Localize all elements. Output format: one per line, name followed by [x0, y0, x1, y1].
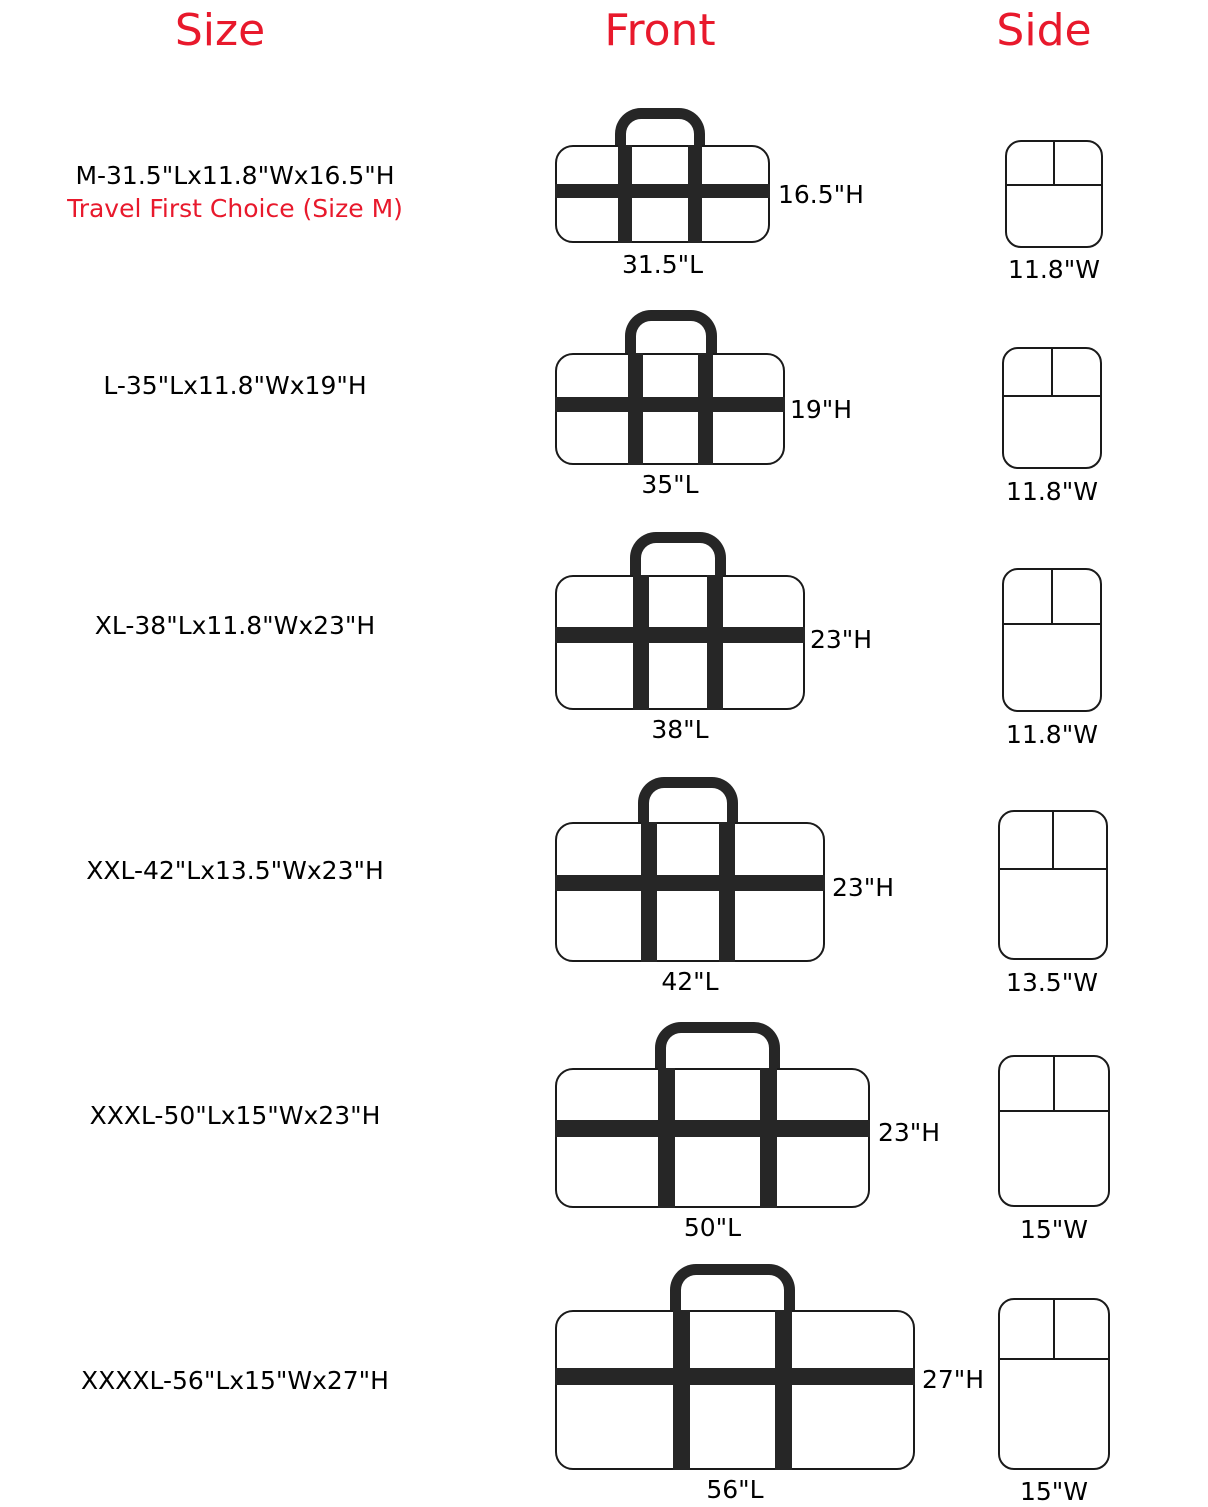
- size-row: [0, 70, 1208, 285]
- side-view: [950, 1000, 1208, 1250]
- bag-handle-icon: [625, 310, 717, 358]
- side-divider-vertical: [1051, 568, 1053, 623]
- size-label: XL-38"Lx11.8"Wx23"H: [94, 611, 376, 640]
- bag-handle-icon: [630, 532, 726, 580]
- size-label: XXL-42"Lx13.5"Wx23"H: [86, 856, 384, 885]
- side-divider-horizontal: [998, 1110, 1110, 1112]
- size-row: [0, 755, 1208, 1000]
- front-view: [470, 1000, 950, 1250]
- size-row: [0, 510, 1208, 755]
- bag-strap-horizontal: [555, 184, 770, 198]
- bag-strap-vertical-left: [658, 1068, 675, 1208]
- side-divider-horizontal: [998, 1358, 1110, 1360]
- bag-strap-vertical-left: [628, 353, 643, 465]
- bag-strap-vertical-right: [698, 353, 713, 465]
- bag-body-icon: [555, 822, 825, 962]
- bag-strap-horizontal: [555, 1120, 870, 1137]
- side-divider-vertical: [1053, 1055, 1055, 1110]
- bag-strap-horizontal: [555, 627, 805, 643]
- side-view: [950, 70, 1208, 285]
- side-width-label: 11.8"W: [1006, 720, 1098, 749]
- side-divider-vertical: [1053, 1298, 1055, 1358]
- front-view: [470, 755, 950, 1000]
- size-description: [0, 1100, 470, 1132]
- bag-strap-vertical-left: [633, 575, 649, 710]
- bag-strap-vertical-left: [641, 822, 657, 962]
- bag-strap-vertical-right: [760, 1068, 777, 1208]
- size-label: XXXXL-56"Lx15"Wx27"H: [81, 1366, 389, 1395]
- front-height-label: 27"H: [922, 1365, 985, 1394]
- size-description: [0, 160, 470, 226]
- side-divider-vertical: [1052, 810, 1054, 868]
- header-size-label: Size: [174, 5, 266, 56]
- front-height-label: 23"H: [810, 625, 873, 654]
- bag-strap-horizontal: [555, 1368, 915, 1385]
- size-description: [0, 1365, 470, 1397]
- bag-handle-icon: [638, 777, 738, 827]
- bag-strap-vertical-left: [673, 1310, 690, 1470]
- front-length-label: 38"L: [651, 715, 709, 744]
- size-description: [0, 370, 470, 402]
- side-divider-vertical: [1051, 347, 1053, 395]
- front-view: [470, 1250, 985, 1504]
- bag-body-icon: [555, 1068, 870, 1208]
- size-description: [0, 610, 470, 642]
- front-length-label: 31.5"L: [621, 250, 704, 279]
- side-width-label: 11.8"W: [1008, 255, 1100, 284]
- side-divider-horizontal: [1002, 623, 1102, 625]
- bag-handle-icon: [670, 1264, 795, 1314]
- side-view: [950, 755, 1208, 1000]
- front-height-label: 23"H: [832, 873, 895, 902]
- front-height-label: 23"H: [878, 1118, 941, 1147]
- table-header: [0, 0, 1208, 70]
- side-divider-horizontal: [998, 868, 1108, 870]
- size-label: M-31.5"Lx11.8"Wx16.5"H: [75, 161, 395, 190]
- size-label: XXXL-50"Lx15"Wx23"H: [89, 1101, 381, 1130]
- bag-strap-vertical-right: [707, 575, 723, 710]
- bag-strap-horizontal: [555, 875, 825, 891]
- front-view: [470, 510, 950, 755]
- bag-handle-icon: [655, 1022, 780, 1072]
- front-length-label: 56"L: [706, 1475, 764, 1504]
- front-view: [470, 285, 950, 510]
- size-label: L-35"Lx11.8"Wx19"H: [103, 371, 367, 400]
- size-row: [0, 1250, 1208, 1506]
- side-width-label: 15"W: [1019, 1477, 1089, 1506]
- bag-strap-vertical-right: [719, 822, 735, 962]
- bag-strap-horizontal: [555, 397, 785, 412]
- header-side-label: Side: [996, 5, 1092, 56]
- front-length-label: 42"L: [661, 967, 719, 996]
- front-height-label: 19"H: [790, 395, 853, 424]
- front-view: [470, 70, 950, 285]
- side-view: [950, 1250, 1208, 1506]
- front-height-label: 16.5"H: [778, 180, 864, 209]
- side-width-label: 13.5"W: [1006, 968, 1098, 997]
- side-view: [950, 285, 1208, 510]
- size-description: [0, 855, 470, 887]
- side-view: [950, 510, 1208, 755]
- bag-body-icon: [555, 1310, 915, 1470]
- bag-strap-vertical-right: [688, 145, 702, 243]
- bag-strap-vertical-left: [618, 145, 632, 243]
- size-note: Travel First Choice (Size M): [67, 194, 403, 223]
- side-width-label: 11.8"W: [1006, 477, 1098, 506]
- header-front-label: Front: [604, 5, 716, 56]
- side-width-label: 15"W: [1019, 1215, 1089, 1244]
- front-length-label: 50"L: [683, 1213, 742, 1242]
- size-row: [0, 1000, 1208, 1250]
- side-divider-horizontal: [1002, 395, 1102, 397]
- bag-strap-vertical-right: [775, 1310, 792, 1470]
- side-divider-vertical: [1053, 140, 1055, 184]
- bag-handle-icon: [615, 108, 705, 150]
- size-row: [0, 285, 1208, 510]
- front-length-label: 35"L: [641, 470, 699, 499]
- side-divider-horizontal: [1005, 184, 1103, 186]
